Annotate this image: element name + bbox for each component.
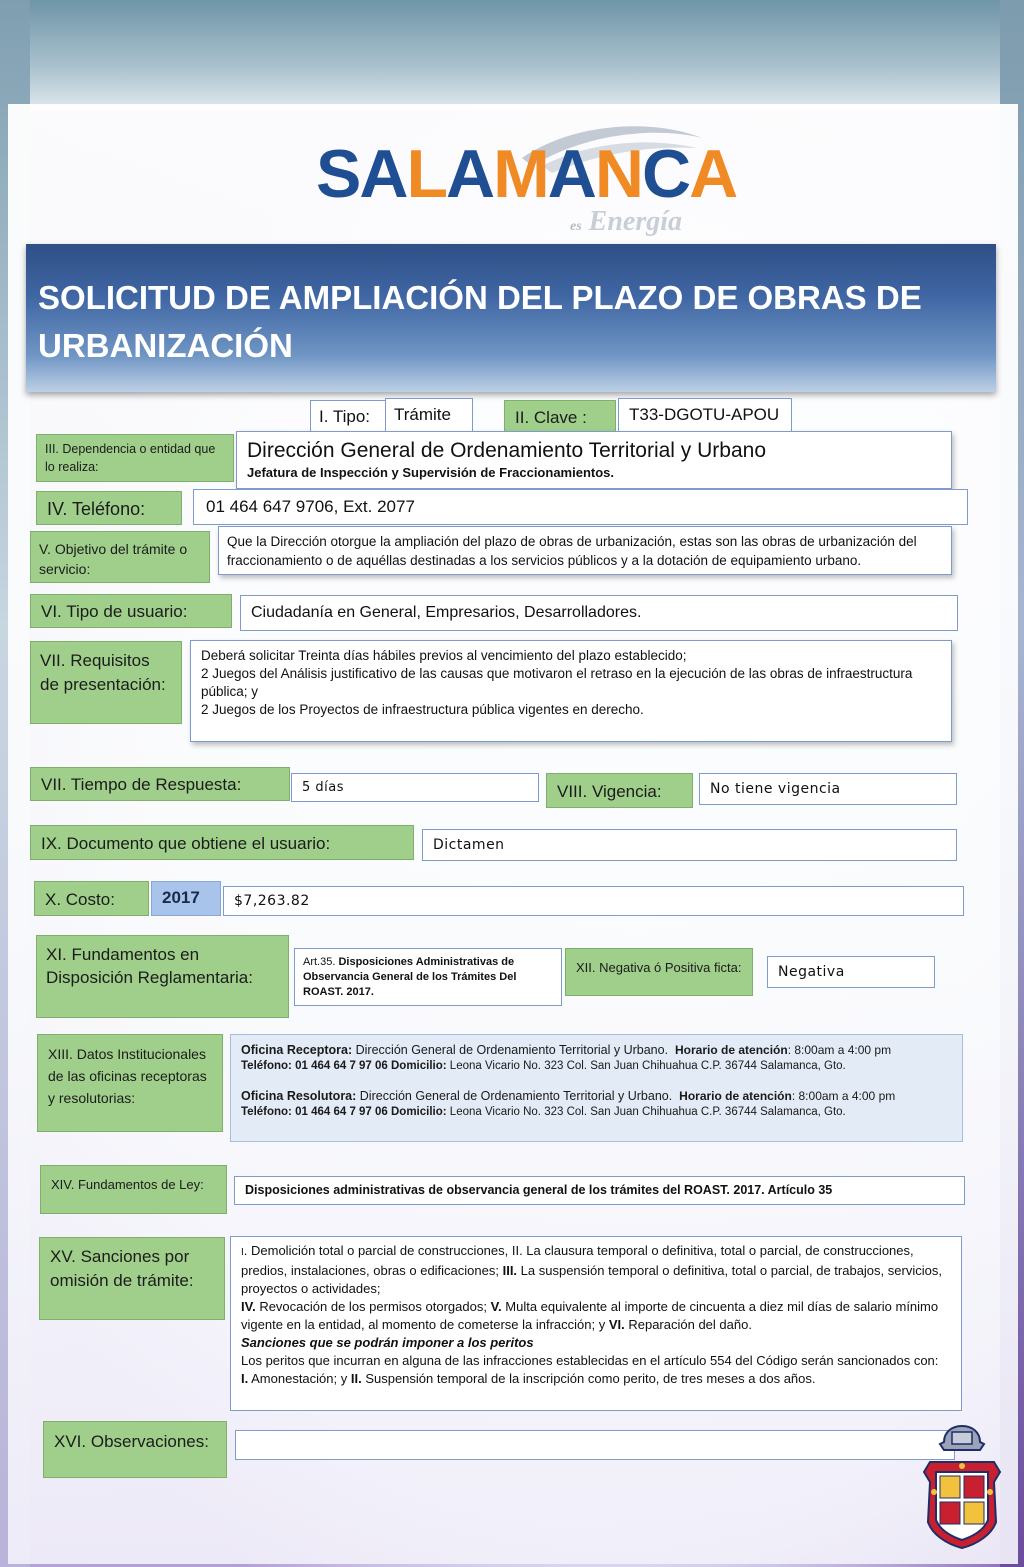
logo-tagline: es Energía [570, 206, 683, 237]
dependencia-sub: Jefatura de Inspección y Supervisión de Fraccionamientos. [247, 465, 615, 480]
fundamentos-disp-art: Art.35. [303, 956, 336, 968]
costo-year: 2017 [151, 881, 221, 916]
tipo-usuario-value: Ciudadanía en General, Empresarios, Desarrolladores. [240, 595, 958, 631]
sanciones-text-2: IV. Revocación de los permisos otorgados; V. Multa equivalente al importe de cincuenta a diez mil días de salario mínimo vigente en la entidad, al momento de cometerse la infracción; y VI. Reparación del daño. [241, 1299, 939, 1332]
title-banner [26, 244, 996, 392]
observaciones-value[interactable] [235, 1430, 955, 1460]
fundamentos-ley-label: XIV. Fundamentos de Ley: [40, 1165, 227, 1214]
tiempo-label: VII. Tiempo de Respuesta: [30, 767, 290, 801]
resolutora-line: Oficina Resolutora: Dirección General de Ordenamiento Territorial y Urbano. Horario de atención: 8:00am a 4:00 pm [241, 1089, 896, 1103]
city-crest-icon [922, 1422, 1002, 1550]
sanciones-label: XV. Sanciones por omisión de trámite: [39, 1237, 225, 1320]
sanciones-text: I. Demolición total o parcial de construcciones, II. La clausura temporal o definitiva, total o parcial, de construcciones, predios, instalaciones, obras o edificaciones; III. La suspensión temporal o definitiva, total o parcial, de trabajos, servicios, proyectos o actividades; [241, 1243, 942, 1296]
sanciones-value [230, 1236, 962, 1411]
requisitos-label: VII. Requisitos de presentación: [30, 641, 182, 724]
fundamentos-disp-value [294, 948, 562, 1006]
requisito-3: 2 Juegos de los Proyectos de infraestructura pública vigentes en derecho. [201, 702, 644, 717]
documento-value: Dictamen [422, 829, 957, 861]
telefono-label: IV. Teléfono: [36, 491, 182, 525]
tipo-label: I. Tipo: [310, 400, 386, 432]
tiempo-value: 5 días [291, 773, 539, 802]
page-title: SOLICITUD DE AMPLIACIÓN DEL PLAZO DE OBRAS DE URBANIZACIÓN [38, 279, 922, 364]
peritos-text: Los peritos que incurran en alguna de las infracciones establecidas en el artículo 554 del Código serán sancionados con: [241, 1353, 939, 1368]
clave-value: T33-DGOTU-APOU [618, 398, 792, 432]
requisito-1: Deberá solicitar Treinta días hábiles previos al vencimiento del plazo establecido; [201, 648, 687, 663]
peritos-title: Sanciones que se podrán imponer a los peritos [241, 1335, 534, 1350]
peritos-sanciones: I. Amonestación; y II. Suspensión temporal de la inscripción como perito, de tres meses a dos años. [241, 1371, 816, 1386]
tipo-usuario-label: VI. Tipo de usuario: [30, 594, 232, 628]
background-top [0, 0, 1024, 110]
objetivo-label: V. Objetivo del trámite o servicio: [30, 531, 210, 583]
objetivo-value: Que la Dirección otorgue la ampliación del plazo de obras de urbanización, estas son las obras de urbanización del fraccionamiento o de aquéllas destinadas a los servicios públicos y a la dotación de equipamiento urbano. [218, 526, 952, 575]
vigencia-value: No tiene vigencia [699, 773, 957, 805]
salamanca-logo [312, 118, 737, 243]
dependencia-value [236, 431, 952, 489]
clave-label: II. Clave : [504, 400, 616, 432]
datos-inst-label: XIII. Datos Institucionales de las oficinas receptoras y resolutorias: [37, 1034, 223, 1132]
requisitos-value [190, 640, 952, 742]
dependencia-label: III. Dependencia o entidad que lo realiza: [36, 434, 234, 482]
requisito-2: 2 Juegos del Análisis justificativo de las causas que motivaron el retraso en la ejecución de las obras de infraestructura pública; y [201, 666, 913, 699]
dependencia-main: Dirección General de Ordenamiento Territorial y Urbano [247, 439, 767, 462]
receptora-tel-line: Teléfono: 01 464 64 7 97 06 Domicilio: Leona Vicario No. 323 Col. San Juan Chihuahua C.P. 36744 Salamanca, Gto. [241, 1060, 846, 1072]
tipo-value: Trámite [385, 398, 473, 432]
documento-label: IX. Documento que obtiene el usuario: [30, 825, 414, 860]
negativa-value: Negativa [767, 956, 935, 988]
fundamentos-ley-value: Disposiciones administrativas de observancia general de los trámites del ROAST. 2017. Artículo 35 [234, 1176, 965, 1205]
costo-value: $7,263.82 [223, 886, 964, 916]
resolutora-tel-line: Teléfono: 01 464 64 7 97 06 Domicilio: Leona Vicario No. 323 Col. San Juan Chihuahua C.P. 36744 Salamanca, Gto. [241, 1106, 846, 1118]
receptora-line: Oficina Receptora: Dirección General de Ordenamiento Territorial y Urbano. Horario de atención: 8:00am a 4:00 pm [241, 1043, 892, 1057]
costo-label: X. Costo: [34, 881, 149, 916]
vigencia-label: VIII. Vigencia: [546, 773, 693, 808]
negativa-label: XII. Negativa ó Positiva ficta: [565, 948, 753, 996]
fundamentos-disp-text: Disposiciones Administrativas de Observancia General de los Trámites Del ROAST. 2017. [303, 956, 517, 998]
logo-word: SALAMANCA [316, 136, 737, 212]
telefono-value: 01 464 647 9706, Ext. 2077 [193, 489, 968, 525]
datos-inst-value [230, 1034, 963, 1142]
observaciones-label: XVI. Observaciones: [43, 1421, 227, 1478]
fundamentos-disp-label: XI. Fundamentos en Disposición Reglamentaria: [36, 935, 289, 1018]
